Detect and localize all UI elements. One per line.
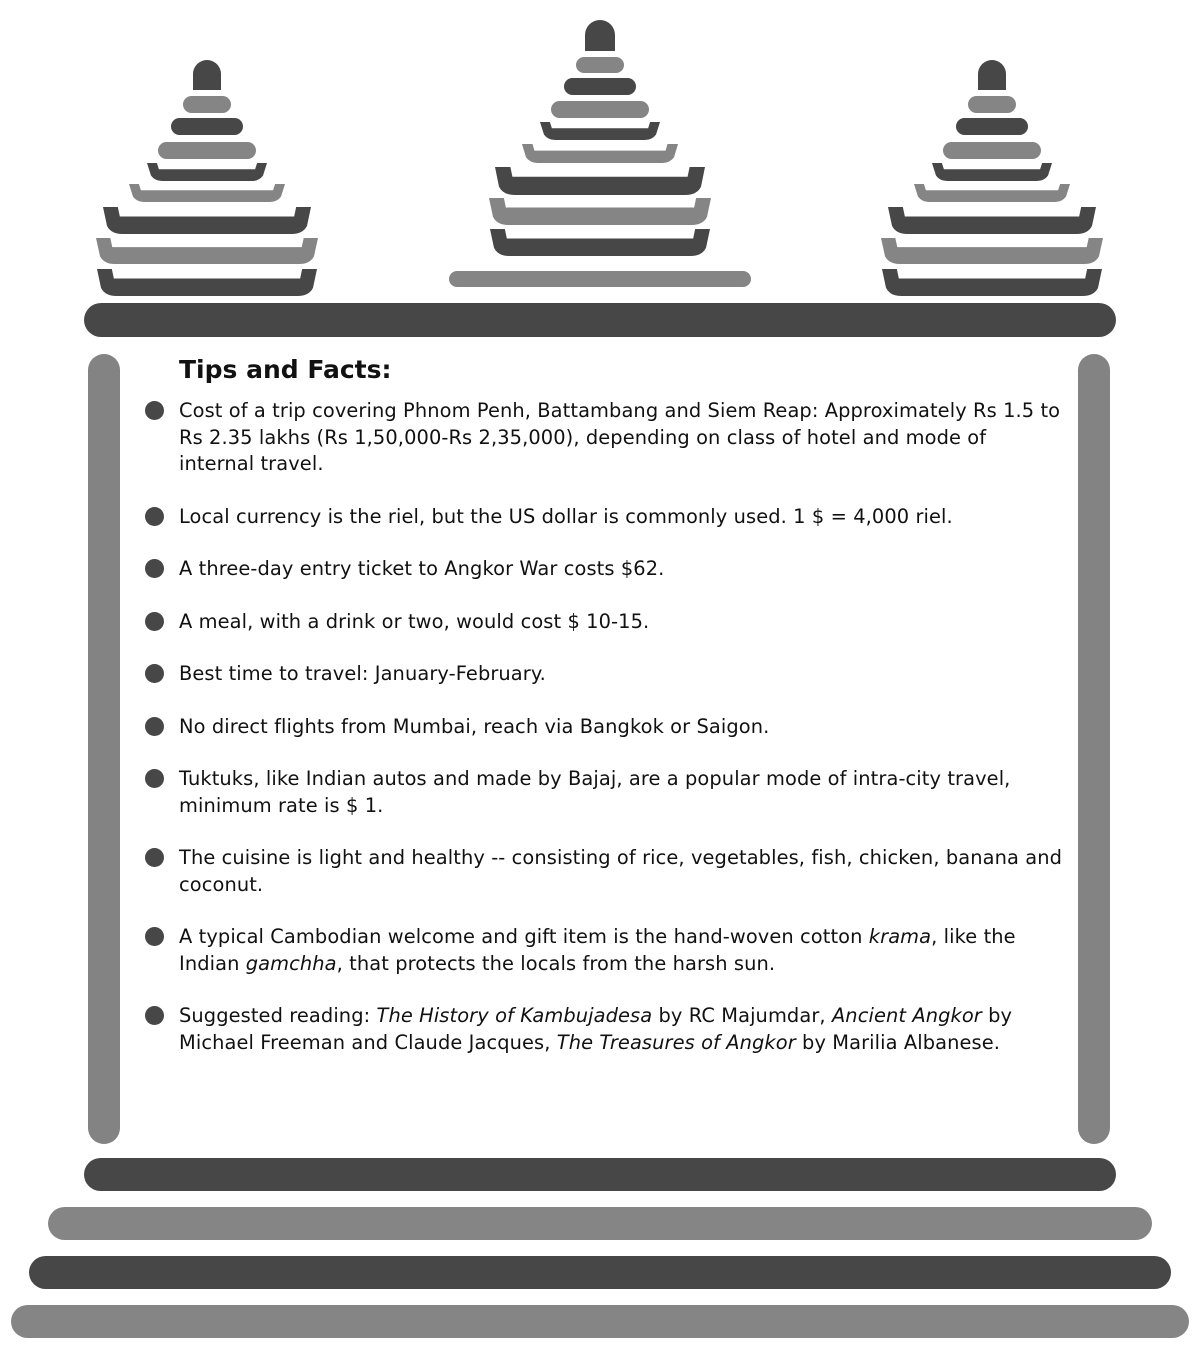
bullet-icon	[145, 559, 164, 578]
tower-tier	[449, 271, 751, 287]
bullet-icon	[145, 927, 164, 946]
tower-tier	[489, 198, 711, 225]
tip-text: A typical Cambodian welcome and gift item is the hand-woven cotton	[179, 925, 869, 948]
base-step-2	[48, 1207, 1152, 1240]
roof-beam	[84, 303, 1116, 337]
tip-text: Tuktuks, like Indian autos and made by Bajaj, are a popular mode of intra-city travel, minimum rate is $ 1.	[179, 767, 1011, 817]
list-item	[145, 714, 1065, 741]
tower-tier	[540, 122, 660, 140]
page-title: Tips and Facts:	[179, 355, 392, 384]
bullet-icon	[145, 664, 164, 683]
tower-finial	[978, 60, 1006, 90]
list-item	[145, 661, 1065, 688]
list-item	[145, 924, 1065, 977]
list-item	[145, 504, 1065, 531]
tower-tier	[103, 207, 311, 234]
base-step-4	[11, 1305, 1189, 1338]
tip-text: Local currency is the riel, but the US dollar is commonly used. 1 $ = 4,000 riel.	[179, 504, 953, 528]
italic-text: krama	[868, 925, 932, 948]
tower-tier	[183, 96, 231, 113]
right-pillar	[1078, 354, 1110, 1144]
tower-finial	[193, 60, 221, 90]
tower-tier	[881, 238, 1103, 264]
italic-text: The Treasures of Angkor	[556, 1030, 796, 1054]
tower-tier	[147, 163, 267, 181]
base-step-1	[84, 1158, 1116, 1191]
tower-tier	[158, 142, 256, 159]
tips-panel	[145, 355, 1065, 1082]
list-item	[145, 556, 1065, 583]
tip-text: Cost of a trip covering Phnom Penh, Battambang and Siem Reap: Approximately Rs 1.5 to Rs 2.35 lakhs (Rs 1,50,000-Rs 2,35,000), depending on class of hotel and mode of internal travel.	[179, 399, 1061, 475]
tower-tier	[97, 269, 317, 296]
tower-tier	[932, 163, 1052, 181]
tower-tier	[171, 118, 243, 135]
tip-text: by Marilia Albanese.	[795, 1030, 1001, 1054]
list-item	[145, 1003, 1065, 1056]
tip-text: No direct flights from Mumbai, reach via Bangkok or Saigon.	[179, 714, 770, 738]
tower-tier	[888, 207, 1096, 234]
tower-tier	[490, 229, 710, 256]
tip-text: Suggested reading:	[179, 1004, 377, 1027]
tower-tier	[943, 142, 1041, 159]
bullet-icon	[145, 1006, 164, 1025]
list-item	[145, 609, 1065, 636]
tip-text: , like the Indian	[179, 925, 1016, 975]
bullet-icon	[145, 401, 164, 420]
italic-text: gamchha	[245, 951, 337, 975]
base-step-3	[29, 1256, 1171, 1289]
bullet-icon	[145, 507, 164, 526]
tower-tier	[564, 78, 636, 95]
tower-finial	[585, 20, 615, 51]
tips-list	[145, 398, 1065, 1056]
list-item	[145, 398, 1065, 478]
tip-text: , that protects the locals from the harsh sun.	[336, 951, 776, 975]
right-tower	[881, 60, 1103, 296]
tower-tier	[576, 57, 624, 73]
tip-text: A three-day entry ticket to Angkor War costs $62.	[179, 557, 665, 580]
tower-tier	[129, 184, 285, 202]
italic-text: The History of Kambujadesa	[376, 1004, 653, 1027]
bullet-icon	[145, 717, 164, 736]
center-tower	[449, 20, 751, 287]
bullet-icon	[145, 769, 164, 788]
bullet-icon	[145, 612, 164, 631]
tower-tier	[551, 101, 649, 118]
tower-tier	[882, 269, 1102, 296]
tower-tier	[968, 96, 1016, 113]
tip-text: Best time to travel: January-February.	[179, 662, 546, 685]
tower-tier	[495, 167, 705, 195]
tip-text: by Michael Freeman and Claude Jacques,	[179, 1004, 1013, 1054]
list-item	[145, 766, 1065, 819]
tower-tier	[96, 238, 318, 264]
tower-tier	[956, 118, 1028, 135]
italic-text: Ancient Angkor	[831, 1004, 982, 1027]
tip-text: A meal, with a drink or two, would cost $ 10-15.	[179, 609, 650, 633]
tower-tier	[914, 184, 1070, 202]
list-item	[145, 845, 1065, 898]
tip-text: by RC Majumdar,	[652, 1004, 832, 1027]
left-tower	[96, 60, 318, 296]
bullet-icon	[145, 848, 164, 867]
left-pillar	[88, 354, 120, 1144]
tip-text: The cuisine is light and healthy -- consisting of rice, vegetables, fish, chicken, banana and coconut.	[179, 846, 1063, 896]
tower-tier	[522, 144, 678, 163]
